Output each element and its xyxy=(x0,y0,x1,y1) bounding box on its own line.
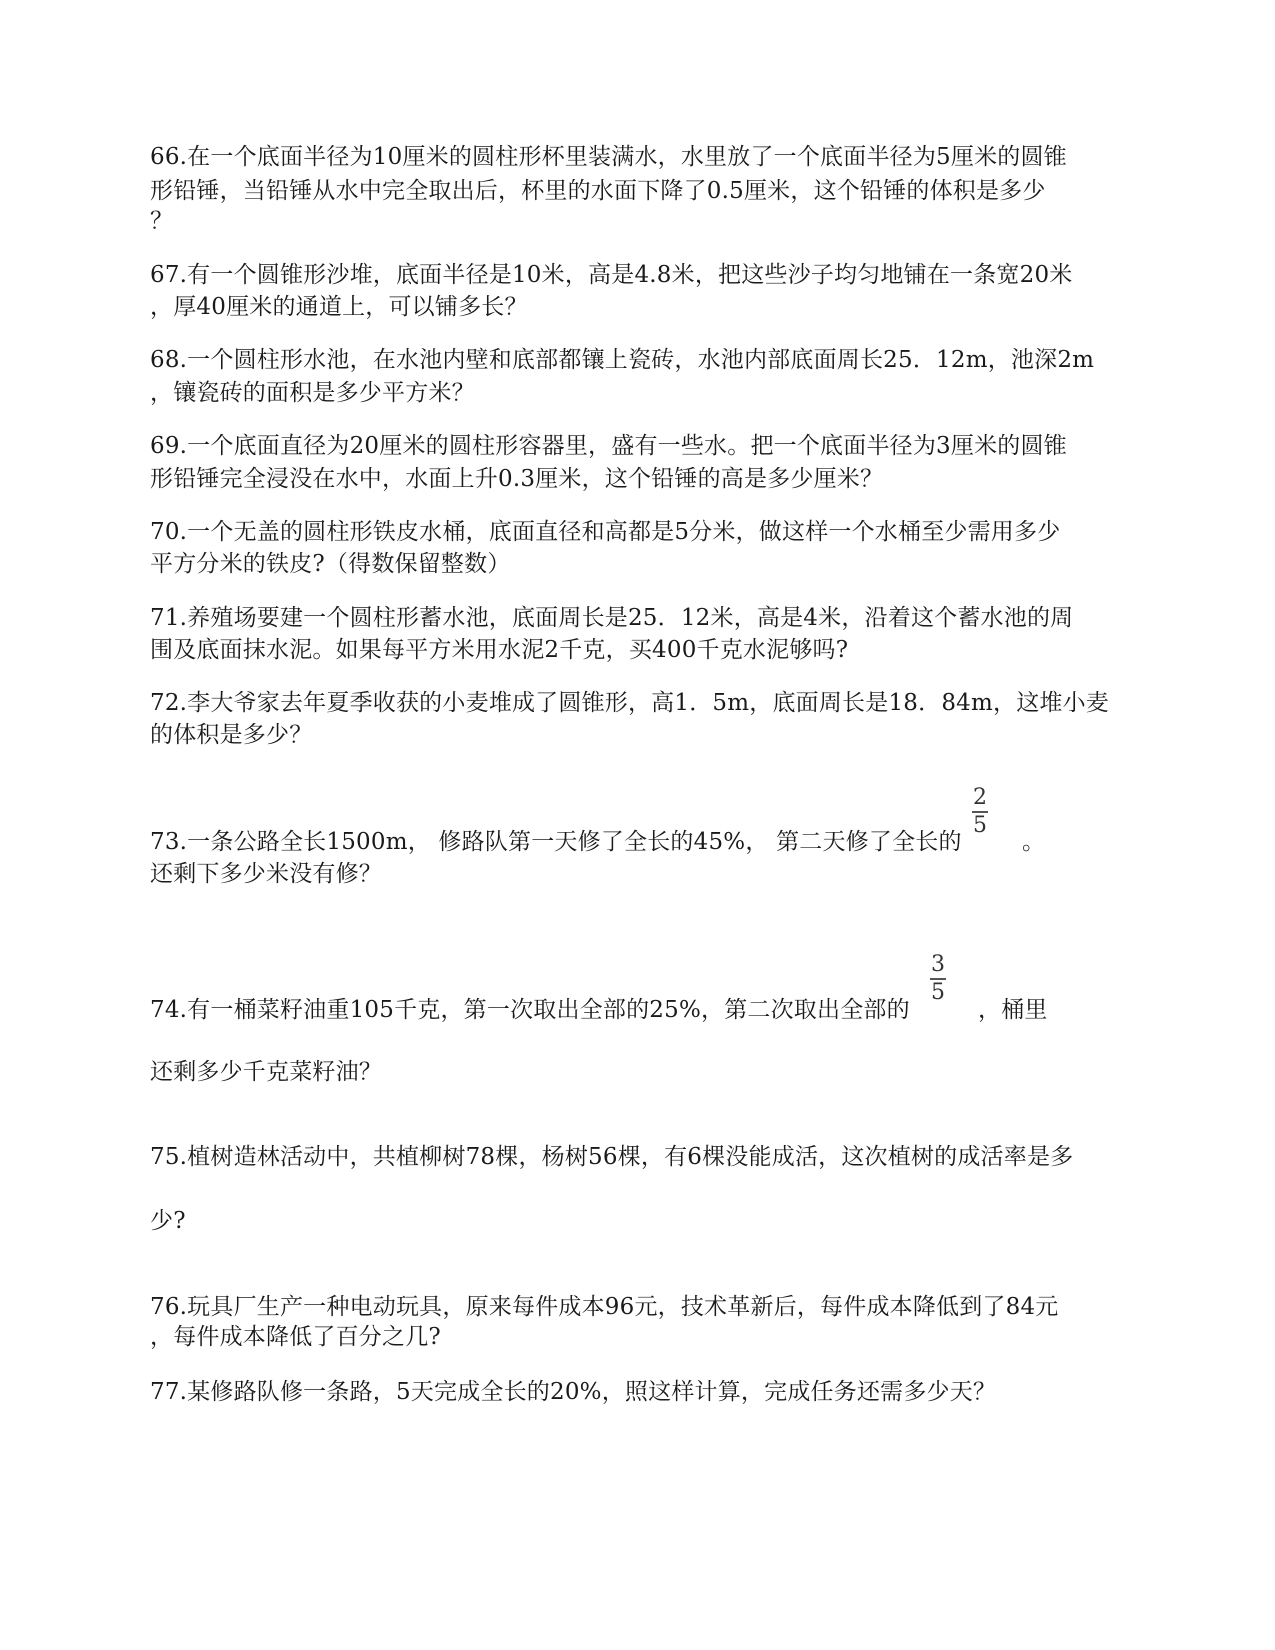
problem-72-line-1: 72.李大爷家去年夏季收获的小麦堆成了圆锥形，高1．5m，底面周长是18．84m，这堆小麦 xyxy=(150,690,1109,716)
problem-70-line-1: 70.一个无盖的圆柱形铁皮水桶，底面直径和高都是5分米，做这样一个水桶至少需用多少 xyxy=(150,519,1061,545)
fraction-denominator: 5 xyxy=(931,979,945,1005)
problem-73-fraction xyxy=(965,786,995,838)
problem-66-line-1: 66.在一个底面半径为10厘米的圆柱形杯里装满水，水里放了一个底面半径为5厘米的圆锥 xyxy=(150,144,1067,170)
problem-68-line-1: 68.一个圆柱形水池，在水池内壁和底部都镶上瓷砖，水池内部底面周长25．12m，池深2m xyxy=(150,347,1095,373)
problem-76-line-1: 76.玩具厂生产一种电动玩具，原来每件成本96元，技术革新后，每件成本降低到了84元 xyxy=(150,1294,1059,1320)
problem-71-line-2: 围及底面抹水泥。如果每平方米用水泥2千克，买400千克水泥够吗? xyxy=(150,637,849,663)
problem-70-line-2: 平方分米的铁皮?（得数保留整数） xyxy=(150,551,511,577)
problem-75-line-2: 少? xyxy=(150,1208,186,1234)
problem-71-line-1: 71.养殖场要建一个圆柱形蓄水池，底面周长是25．12米，高是4米，沿着这个蓄水池的周 xyxy=(150,605,1074,631)
fraction-denominator: 5 xyxy=(973,812,987,838)
problem-74-after-fraction: ，桶里 xyxy=(978,997,1048,1023)
problem-67-line-1: 67.有一个圆锥形沙堆，底面半径是10米，高是4.8米，把这些沙子均匀地铺在一条宽20米 xyxy=(150,262,1073,288)
problem-74-line-2: 还剩多少千克菜籽油？ xyxy=(150,1059,382,1085)
problem-76-line-2: ，每件成本降低了百分之几? xyxy=(150,1324,441,1350)
problem-68-line-2: ，镶瓷砖的面积是多少平方米？ xyxy=(150,380,475,406)
problem-69-line-2: 形铅锤完全浸没在水中，水面上升0.3厘米，这个铅锤的高是多少厘米？ xyxy=(150,466,884,492)
problem-73-line-1: 73.一条公路全长1500m， 修路队第一天修了全长的45%， 第二天修了全长的 xyxy=(150,829,962,855)
problem-66-line-3: ？ xyxy=(150,208,174,234)
problem-74-fraction xyxy=(923,953,953,1005)
problem-66-line-2: 形铅锤，当铅锤从水中完全取出后，杯里的水面下降了0.5厘米，这个铅锤的体积是多少 xyxy=(150,178,1046,204)
fraction-numerator: 2 xyxy=(973,785,987,810)
problem-72-line-2: 的体积是多少？ xyxy=(150,722,313,748)
fraction-numerator: 3 xyxy=(931,952,945,977)
problem-67-line-2: ，厚40厘米的通道上，可以铺多长？ xyxy=(150,294,528,320)
problem-69-line-1: 69.一个底面直径为20厘米的圆柱形容器里，盛有一些水。把一个底面半径为3厘米的圆锥 xyxy=(150,433,1067,459)
problem-77-line-1: 77.某修路队修一条路，5天完成全长的20%，照这样计算，完成任务还需多少天？ xyxy=(150,1379,997,1405)
problem-73-line-2: 还剩下多少米没有修？ xyxy=(150,861,382,887)
problem-75-line-1: 75.植树造林活动中，共植柳树78棵，杨树56棵，有6棵没能成活，这次植树的成活率是多 xyxy=(150,1144,1074,1170)
problem-74-line-1: 74.有一桶菜籽油重105千克，第一次取出全部的25%，第二次取出全部的 xyxy=(150,997,910,1023)
problem-73-after-fraction: 。 xyxy=(1022,829,1046,855)
